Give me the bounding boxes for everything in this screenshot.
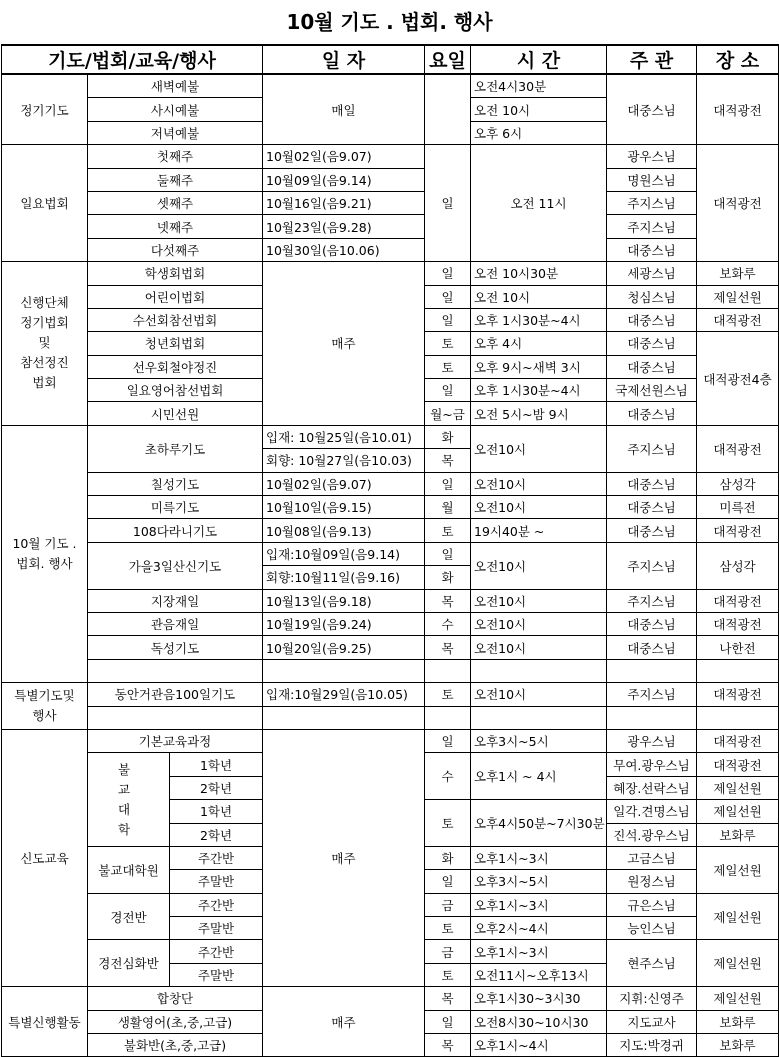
place-cell: 대적광전 bbox=[697, 519, 779, 542]
time-cell: 오후 1시30분~4시 bbox=[471, 379, 607, 402]
item-name: 수선회참선법회 bbox=[88, 308, 263, 331]
item-name: 108다라니기도 bbox=[88, 519, 263, 542]
date-cell: 10월20일(음9.25) bbox=[263, 636, 425, 659]
day-cell: 일 bbox=[425, 472, 471, 495]
place-cell: 대적광전 bbox=[697, 683, 779, 706]
day-cell: 목 bbox=[425, 636, 471, 659]
host-cell: 주지스님 bbox=[607, 425, 697, 472]
date-cell: 10월10일(음9.15) bbox=[263, 496, 425, 519]
empty-cell bbox=[697, 659, 779, 682]
time-cell: 오후 9시~새벽 3시 bbox=[471, 355, 607, 378]
table-row bbox=[2, 215, 779, 238]
day-cell: 토 bbox=[425, 519, 471, 542]
day-cell: 일 bbox=[425, 729, 471, 752]
item-name: 일요영어참선법회 bbox=[88, 379, 263, 402]
group-label: 10월 기도 . 법회. 행사 bbox=[2, 425, 88, 682]
time-cell: 오전10시 bbox=[471, 589, 607, 612]
host-cell: 대중스님 bbox=[607, 472, 697, 495]
host-cell: 지도:박경귀 bbox=[607, 1034, 697, 1057]
day-cell: 금 bbox=[425, 940, 471, 963]
empty-cell bbox=[88, 706, 263, 729]
item-name: 독성기도 bbox=[88, 636, 263, 659]
table-row bbox=[2, 987, 779, 1010]
date-cell: 10월23일(음9.28) bbox=[263, 215, 425, 238]
item-name: 미륵기도 bbox=[88, 496, 263, 519]
place-cell: 제일선원 bbox=[697, 800, 779, 823]
time-cell: 오전10시 bbox=[471, 472, 607, 495]
item-name: 동안거관음100일기도 bbox=[88, 683, 263, 706]
time-cell: 오전 10시 bbox=[471, 285, 607, 308]
place-cell: 대적광전 bbox=[697, 612, 779, 635]
place-cell: 삼성각 bbox=[697, 472, 779, 495]
item-name: 학생회법회 bbox=[88, 262, 263, 285]
item-name: 둘째주 bbox=[88, 168, 263, 191]
host-cell: 대중스님 bbox=[607, 612, 697, 635]
time-cell: 오후1시~4시 bbox=[471, 1034, 607, 1057]
place-cell: 미륵전 bbox=[697, 496, 779, 519]
sub-name: 1학년 bbox=[170, 800, 263, 823]
host-cell: 대중스님 bbox=[607, 332, 697, 355]
item-name: 다섯째주 bbox=[88, 238, 263, 261]
table-row bbox=[2, 191, 779, 214]
table-row bbox=[2, 636, 779, 659]
place-cell: 대적광전 bbox=[697, 729, 779, 752]
date-cell: 매주 bbox=[263, 262, 425, 426]
day-cell: 토 bbox=[425, 963, 471, 986]
time-cell: 오전 5시~밤 9시 bbox=[471, 402, 607, 425]
table-row bbox=[2, 168, 779, 191]
day-cell: 토 bbox=[425, 917, 471, 940]
day-cell: 토 bbox=[425, 332, 471, 355]
day-cell: 화 bbox=[425, 846, 471, 869]
day-cell: 목 bbox=[425, 589, 471, 612]
day-cell bbox=[425, 74, 471, 145]
date-cell: 10월19일(음9.24) bbox=[263, 612, 425, 635]
empty-cell bbox=[471, 706, 607, 729]
host-cell: 주지스님 bbox=[607, 215, 697, 238]
item-name: 셋째주 bbox=[88, 191, 263, 214]
day-cell: 일 bbox=[425, 308, 471, 331]
time-cell: 오후2시~4시 bbox=[471, 917, 607, 940]
day-cell: 화 bbox=[425, 425, 471, 448]
host-cell: 주지스님 bbox=[607, 191, 697, 214]
host-cell: 대중스님 bbox=[607, 308, 697, 331]
date-cell: 10월02일(음9.07) bbox=[263, 145, 425, 168]
item-name: 넷째주 bbox=[88, 215, 263, 238]
date-cell: 회향: 10월27일(음10.03) bbox=[263, 449, 425, 472]
time-cell: 오후 6시 bbox=[471, 121, 607, 144]
date-cell: 매주 bbox=[263, 987, 425, 1057]
day-cell: 일 bbox=[425, 285, 471, 308]
item-name: 기본교육과정 bbox=[88, 729, 263, 752]
date-cell: 입재:10월09일(음9.14) bbox=[263, 542, 425, 565]
empty-cell bbox=[607, 659, 697, 682]
time-cell: 오전 11시 bbox=[471, 145, 607, 262]
host-cell: 대중스님 bbox=[607, 402, 697, 425]
host-cell: 규은스님 bbox=[607, 893, 697, 916]
table-row bbox=[2, 145, 779, 168]
sub-name: 주말반 bbox=[170, 963, 263, 986]
place-cell: 제일선원 bbox=[697, 987, 779, 1010]
place-cell: 보화루 bbox=[697, 1010, 779, 1033]
time-cell: 오후1시~3시 bbox=[471, 893, 607, 916]
time-cell: 오전10시 bbox=[471, 425, 607, 472]
host-cell: 광우스님 bbox=[607, 145, 697, 168]
host-cell: 대중스님 bbox=[607, 496, 697, 519]
day-cell: 토 bbox=[425, 800, 471, 847]
day-cell: 목 bbox=[425, 449, 471, 472]
host-cell: 세광스님 bbox=[607, 262, 697, 285]
table-row bbox=[2, 238, 779, 261]
host-cell: 현주스님 bbox=[607, 940, 697, 987]
date-cell: 10월09일(음9.14) bbox=[263, 168, 425, 191]
place-cell: 대적광전4층 bbox=[697, 332, 779, 426]
empty-cell bbox=[88, 659, 263, 682]
date-cell: 입재: 10월25일(음10.01) bbox=[263, 425, 425, 448]
header-host: 주 관 bbox=[607, 45, 697, 74]
table-row bbox=[2, 496, 779, 519]
place-cell: 대적광전 bbox=[697, 589, 779, 612]
host-cell: 주지스님 bbox=[607, 683, 697, 706]
table-row bbox=[2, 519, 779, 542]
date-cell: 10월13일(음9.18) bbox=[263, 589, 425, 612]
table-row bbox=[2, 74, 779, 98]
day-cell: 일 bbox=[425, 262, 471, 285]
time-cell: 오후 4시 bbox=[471, 332, 607, 355]
sub-name: 주간반 bbox=[170, 940, 263, 963]
group-label: 신행단체 정기법회 및 참선정진 법회 bbox=[2, 262, 88, 426]
day-cell: 토 bbox=[425, 355, 471, 378]
empty-cell bbox=[425, 659, 471, 682]
day-cell: 일 bbox=[425, 542, 471, 565]
page-title: 10월 기도 . 법회. 행사 bbox=[286, 10, 493, 34]
host-cell: 고금스님 bbox=[607, 846, 697, 869]
univ-label: 불 교 대 학 bbox=[88, 753, 170, 847]
header-date: 일 자 bbox=[263, 45, 425, 74]
place-cell: 나한전 bbox=[697, 636, 779, 659]
item-name: 청년회법회 bbox=[88, 332, 263, 355]
host-cell: 지도교사 bbox=[607, 1010, 697, 1033]
item-name: 생활영어(초,중,고급) bbox=[88, 1010, 263, 1033]
item-name: 불교대학원 bbox=[88, 846, 170, 893]
group-label: 일요법회 bbox=[2, 145, 88, 262]
empty-cell bbox=[471, 659, 607, 682]
host-cell: 진석.광우스님 bbox=[607, 823, 697, 846]
time-cell: 오후3시~5시 bbox=[471, 870, 607, 893]
date-cell: 10월08일(음9.13) bbox=[263, 519, 425, 542]
sub-name: 2학년 bbox=[170, 776, 263, 799]
item-name: 가을3일산신기도 bbox=[88, 542, 263, 589]
table-row bbox=[2, 472, 779, 495]
place-cell: 제일선원 bbox=[697, 893, 779, 940]
table-row bbox=[2, 729, 779, 752]
time-cell: 오전10시 bbox=[471, 683, 607, 706]
time-cell: 오후3시~5시 bbox=[471, 729, 607, 752]
empty-cell bbox=[697, 706, 779, 729]
item-name: 사시예불 bbox=[88, 98, 263, 121]
host-cell: 대중스님 bbox=[607, 74, 697, 145]
day-cell: 화 bbox=[425, 566, 471, 589]
header-place: 장 소 bbox=[697, 45, 779, 74]
item-name: 지장재일 bbox=[88, 589, 263, 612]
table-row bbox=[2, 612, 779, 635]
place-cell: 보화루 bbox=[697, 1034, 779, 1057]
place-cell: 대적광전 bbox=[697, 74, 779, 145]
host-cell: 청심스님 bbox=[607, 285, 697, 308]
place-cell: 삼성각 bbox=[697, 542, 779, 589]
host-cell: 원정스님 bbox=[607, 870, 697, 893]
item-name: 합창단 bbox=[88, 987, 263, 1010]
item-name: 선우회철야정진 bbox=[88, 355, 263, 378]
sub-name: 1학년 bbox=[170, 753, 263, 776]
table-row bbox=[2, 542, 779, 565]
host-cell: 일각.견명스님 bbox=[607, 800, 697, 823]
host-cell: 주지스님 bbox=[607, 542, 697, 589]
date-cell: 매주 bbox=[263, 729, 425, 986]
item-name: 불화반(초,중,고급) bbox=[88, 1034, 263, 1057]
time-cell: 오전11시~오후13시 bbox=[471, 963, 607, 986]
header-category: 기도/법회/교육/행사 bbox=[2, 45, 263, 74]
host-cell: 대중스님 bbox=[607, 519, 697, 542]
host-cell: 대중스님 bbox=[607, 636, 697, 659]
time-cell: 오전10시 bbox=[471, 542, 607, 589]
item-name: 관음재일 bbox=[88, 612, 263, 635]
place-cell: 제일선원 bbox=[697, 776, 779, 799]
group-label: 특별기도및 행사 bbox=[2, 683, 88, 730]
place-cell: 제일선원 bbox=[697, 846, 779, 893]
date-cell: 10월02일(음9.07) bbox=[263, 472, 425, 495]
host-cell: 무여.광우스님 bbox=[607, 753, 697, 776]
place-cell: 제일선원 bbox=[697, 285, 779, 308]
date-cell: 입재:10월29일(음10.05) bbox=[263, 683, 425, 706]
place-cell: 대적광전 bbox=[697, 425, 779, 472]
empty-cell bbox=[607, 706, 697, 729]
time-cell: 오후1시~3시 bbox=[471, 940, 607, 963]
day-cell: 일 bbox=[425, 870, 471, 893]
time-cell: 오후 1시30분~4시 bbox=[471, 308, 607, 331]
time-cell: 오후1시~3시 bbox=[471, 846, 607, 869]
place-cell: 대적광전 bbox=[697, 308, 779, 331]
schedule-table bbox=[1, 44, 779, 1057]
table-row bbox=[2, 589, 779, 612]
empty-cell bbox=[425, 706, 471, 729]
day-cell: 토 bbox=[425, 683, 471, 706]
day-cell: 수 bbox=[425, 753, 471, 800]
place-cell: 보화루 bbox=[697, 262, 779, 285]
table-row bbox=[2, 262, 779, 285]
group-label: 특별신행활동 bbox=[2, 987, 88, 1057]
time-cell: 오후4시50분~7시30분 bbox=[471, 800, 607, 847]
sub-name: 주간반 bbox=[170, 893, 263, 916]
place-cell: 보화루 bbox=[697, 823, 779, 846]
place-cell: 제일선원 bbox=[697, 940, 779, 987]
header-day: 요일 bbox=[425, 45, 471, 74]
time-cell: 오전4시30분 bbox=[471, 74, 607, 98]
date-cell: 10월30일(음10.06) bbox=[263, 238, 425, 261]
time-cell: 오전8시30~10시30 bbox=[471, 1010, 607, 1033]
host-cell: 혜장.선락스님 bbox=[607, 776, 697, 799]
table-row bbox=[2, 683, 779, 706]
day-cell: 월~금 bbox=[425, 402, 471, 425]
time-cell: 오후1시 ~ 4시 bbox=[471, 753, 607, 800]
date-cell: 매일 bbox=[263, 74, 425, 145]
table-row bbox=[2, 706, 779, 729]
host-cell: 국제선원스님 bbox=[607, 379, 697, 402]
table-header-row bbox=[2, 45, 779, 74]
item-name: 경전심화반 bbox=[88, 940, 170, 987]
host-cell: 대중스님 bbox=[607, 355, 697, 378]
item-name: 경전반 bbox=[88, 893, 170, 940]
time-cell: 오전 10시 bbox=[471, 98, 607, 121]
table-row bbox=[2, 659, 779, 682]
date-cell: 회향:10월11일(음9.16) bbox=[263, 566, 425, 589]
day-cell: 일 bbox=[425, 1010, 471, 1033]
item-name: 어린이법회 bbox=[88, 285, 263, 308]
sub-name: 주말반 bbox=[170, 870, 263, 893]
item-name: 저녁예불 bbox=[88, 121, 263, 144]
host-cell: 능인스님 bbox=[607, 917, 697, 940]
group-label: 신도교육 bbox=[2, 729, 88, 986]
item-name: 시민선원 bbox=[88, 402, 263, 425]
sub-name: 주말반 bbox=[170, 917, 263, 940]
time-cell: 19시40분 ~ bbox=[471, 519, 607, 542]
day-cell: 일 bbox=[425, 145, 471, 262]
sub-name: 2학년 bbox=[170, 823, 263, 846]
item-name: 첫째주 bbox=[88, 145, 263, 168]
day-cell: 목 bbox=[425, 987, 471, 1010]
host-cell: 지휘:신영주 bbox=[607, 987, 697, 1010]
day-cell: 수 bbox=[425, 612, 471, 635]
time-cell: 오전10시 bbox=[471, 636, 607, 659]
time-cell: 오후1시30~3시30 bbox=[471, 987, 607, 1010]
day-cell: 월 bbox=[425, 496, 471, 519]
date-cell: 10월16일(음9.21) bbox=[263, 191, 425, 214]
place-cell: 대적광전 bbox=[697, 145, 779, 262]
empty-cell bbox=[263, 706, 425, 729]
time-cell: 오전10시 bbox=[471, 612, 607, 635]
item-name: 초하루기도 bbox=[88, 425, 263, 472]
day-cell: 일 bbox=[425, 379, 471, 402]
sub-name: 주간반 bbox=[170, 846, 263, 869]
group-label: 정기기도 bbox=[2, 74, 88, 145]
empty-cell bbox=[263, 659, 425, 682]
host-cell: 명원스님 bbox=[607, 168, 697, 191]
time-cell: 오전10시 bbox=[471, 496, 607, 519]
table-row bbox=[2, 425, 779, 448]
item-name: 칠성기도 bbox=[88, 472, 263, 495]
host-cell: 주지스님 bbox=[607, 589, 697, 612]
host-cell: 광우스님 bbox=[607, 729, 697, 752]
day-cell: 금 bbox=[425, 893, 471, 916]
header-time: 시 간 bbox=[471, 45, 607, 74]
host-cell: 대중스님 bbox=[607, 238, 697, 261]
item-name: 새벽예불 bbox=[88, 74, 263, 98]
place-cell: 대적광전 bbox=[697, 753, 779, 776]
day-cell: 목 bbox=[425, 1034, 471, 1057]
time-cell: 오전 10시30분 bbox=[471, 262, 607, 285]
